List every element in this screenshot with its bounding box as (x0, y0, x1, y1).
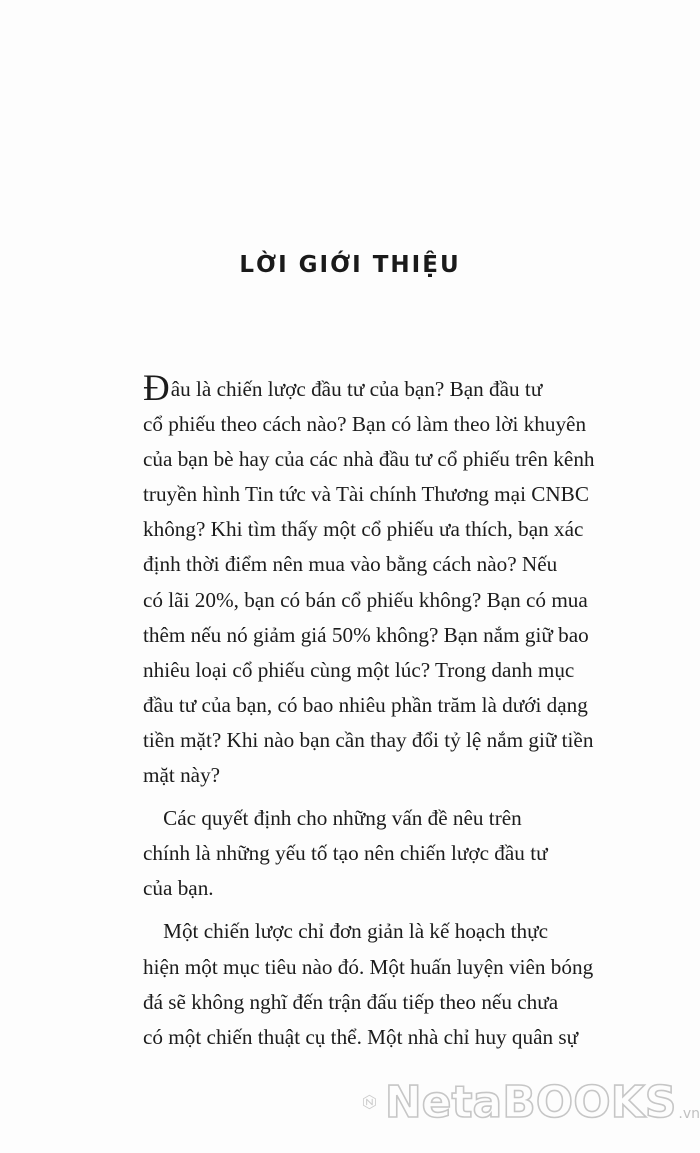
text-line: có một chiến thuật cụ thể. Một nhà chỉ huy quân sự (143, 1024, 579, 1049)
text-line: mặt này? (143, 763, 221, 788)
text-line: của bạn. (143, 876, 214, 901)
text-line: tiền mặt? Khi nào bạn cần thay đổi tỷ lệ nắm giữ tiền (143, 727, 594, 752)
paragraph-1 (143, 370, 613, 793)
text-line: thêm nếu nó giảm giá 50% không? Bạn nắm giữ bao (143, 622, 589, 647)
text-line: Đâu là chiến lược đầu tư của bạn? Bạn đầu tư (143, 368, 543, 409)
chapter-title: LỜI GIỚI THIỆU (239, 252, 461, 278)
text-line: chính là những yếu tố tạo nên chiến lược đầu tư (143, 841, 548, 866)
text-line: của bạn bè hay của các nhà đầu tư cổ phiếu trên kênh (143, 447, 595, 472)
text-line: định thời điểm nên mua vào bằng cách nào? Nếu (143, 552, 558, 577)
text-line: Các quyết định cho những vấn đề nêu trên (163, 806, 522, 831)
text-line: truyền hình Tin tức và Tài chính Thương mại CNBC (143, 482, 589, 507)
text-line: đá sẽ không nghĩ đến trận đấu tiếp theo nếu chưa (143, 989, 559, 1014)
watermark-suffix: .vn (678, 1106, 700, 1122)
paragraph-3 (143, 914, 613, 1054)
text-line: nhiêu loại cổ phiếu cùng một lúc? Trong danh mục (143, 657, 575, 682)
text-line: có lãi 20%, bạn có bán cổ phiếu không? Bạn có mua (143, 587, 588, 612)
text-line: không? Khi tìm thấy một cổ phiếu ưa thích, bạn xác (143, 517, 584, 542)
watermark-text: NetaBOOKS (384, 1076, 677, 1128)
body-text (143, 370, 613, 1063)
watermark (362, 1062, 700, 1142)
netabooks-logo-icon (362, 1071, 377, 1133)
drop-cap: Đ (143, 368, 170, 409)
text-line: đầu tư của bạn, có bao nhiêu phần trăm là dưới dạng (143, 692, 588, 717)
text-line: Một chiến lược chỉ đơn giản là kế hoạch thực (163, 919, 548, 944)
paragraph-2 (143, 801, 613, 906)
text-line: hiện một mục tiêu nào đó. Một huấn luyện viên bóng (143, 954, 594, 979)
text-line: cổ phiếu theo cách nào? Bạn có làm theo lời khuyên (143, 412, 587, 437)
